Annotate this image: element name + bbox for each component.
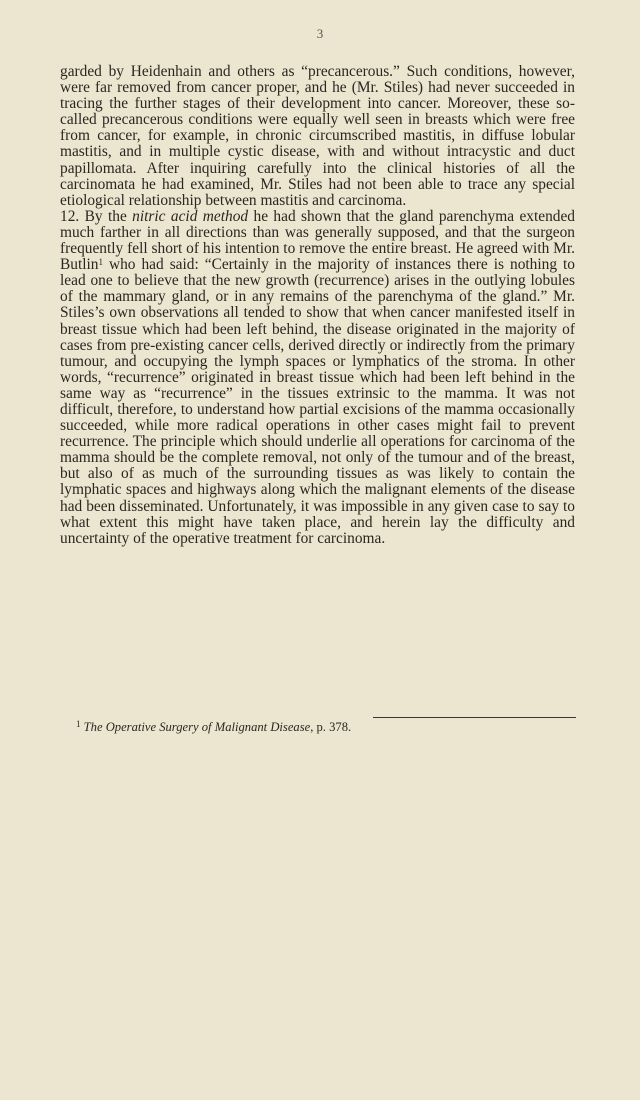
body-text xyxy=(60,64,575,547)
footnote xyxy=(76,720,576,735)
footnote-mark: 1 xyxy=(76,719,81,729)
footnote-book-title: The Operative Surgery of Malignant Disease xyxy=(83,720,311,734)
paragraph-12 xyxy=(60,209,575,547)
paragraph-12-prefix: 12. By the xyxy=(60,207,133,225)
nitric-acid-method-term: nitric acid method xyxy=(132,207,249,225)
paragraph-12-text-b: who had said: “Certainly in the majority of instances there is nothing to lead one to believe that the new growth (recurrence) arises in the outlying lobules of the mammary gland, or in any remains of the parenchyma of the gland.” Mr. Stiles’s own observations all tended to show that when cancer manifested itself in breast tissue which had been left behind, the disease originated in the majority of cases from pre-existing cancer cells, derived directly or indirectly from the primary tumour, and occupying the lymph spaces or lymphatics of the stroma. In other words, “recurrence” originated in breast tissue which had been left behind in the same way as “recurrence” in the tissues extrinsic to the mamma. It was not difficult, therefore, to understand how partial excisions of the mamma occasionally succeeded, while more radical operations in other cases might fail to prevent recurrence. The principle which should underlie all operations for carcinoma of the mamma should be the complete removal, not only of the tumour and of the breast, but also of as much of the surrounding tissues as was likely to contain the lymphatic spaces and highways along which the malignant elements of the disease had been disseminated. Unfortunately, it was impossible in any given case to say to what extent this might have taken place, and herein lay the difficulty and uncertainty of the operative treatment for carcinoma. xyxy=(60,256,575,547)
footnote-page-ref: , p. 378. xyxy=(310,720,352,734)
footnote-divider xyxy=(373,717,576,718)
paragraph-continuation: garded by Heidenhain and others as “precancerous.” Such conditions, however, were far removed from cancer proper, and he (Mr. Stiles) had never succeeded in tracing the further stages of their development into cancer. Moreover, these so-called precancerous conditions were equally well seen in breasts which were free from cancer, for example, in chronic circumscribed mastitis, in diffuse lobular mastitis, and in multiple cystic disease, with and without intracystic and duct papillomata. After inquiring carefully into the clinical histories of all the carcinomata he had examined, Mr. Stiles had not been able to trace any special etiological relationship between mastitis and carcinoma. xyxy=(60,63,575,209)
paragraph-12-text-a: he had shown that the gland parenchyma extended much farther in all directions than was generally supposed, and that the surgeon frequently fell short of his intention to remove the entire breast. He agreed with Mr. Butlin xyxy=(60,207,575,274)
page-number: 3 xyxy=(316,26,324,41)
footnote-reference: 1 xyxy=(98,257,103,268)
